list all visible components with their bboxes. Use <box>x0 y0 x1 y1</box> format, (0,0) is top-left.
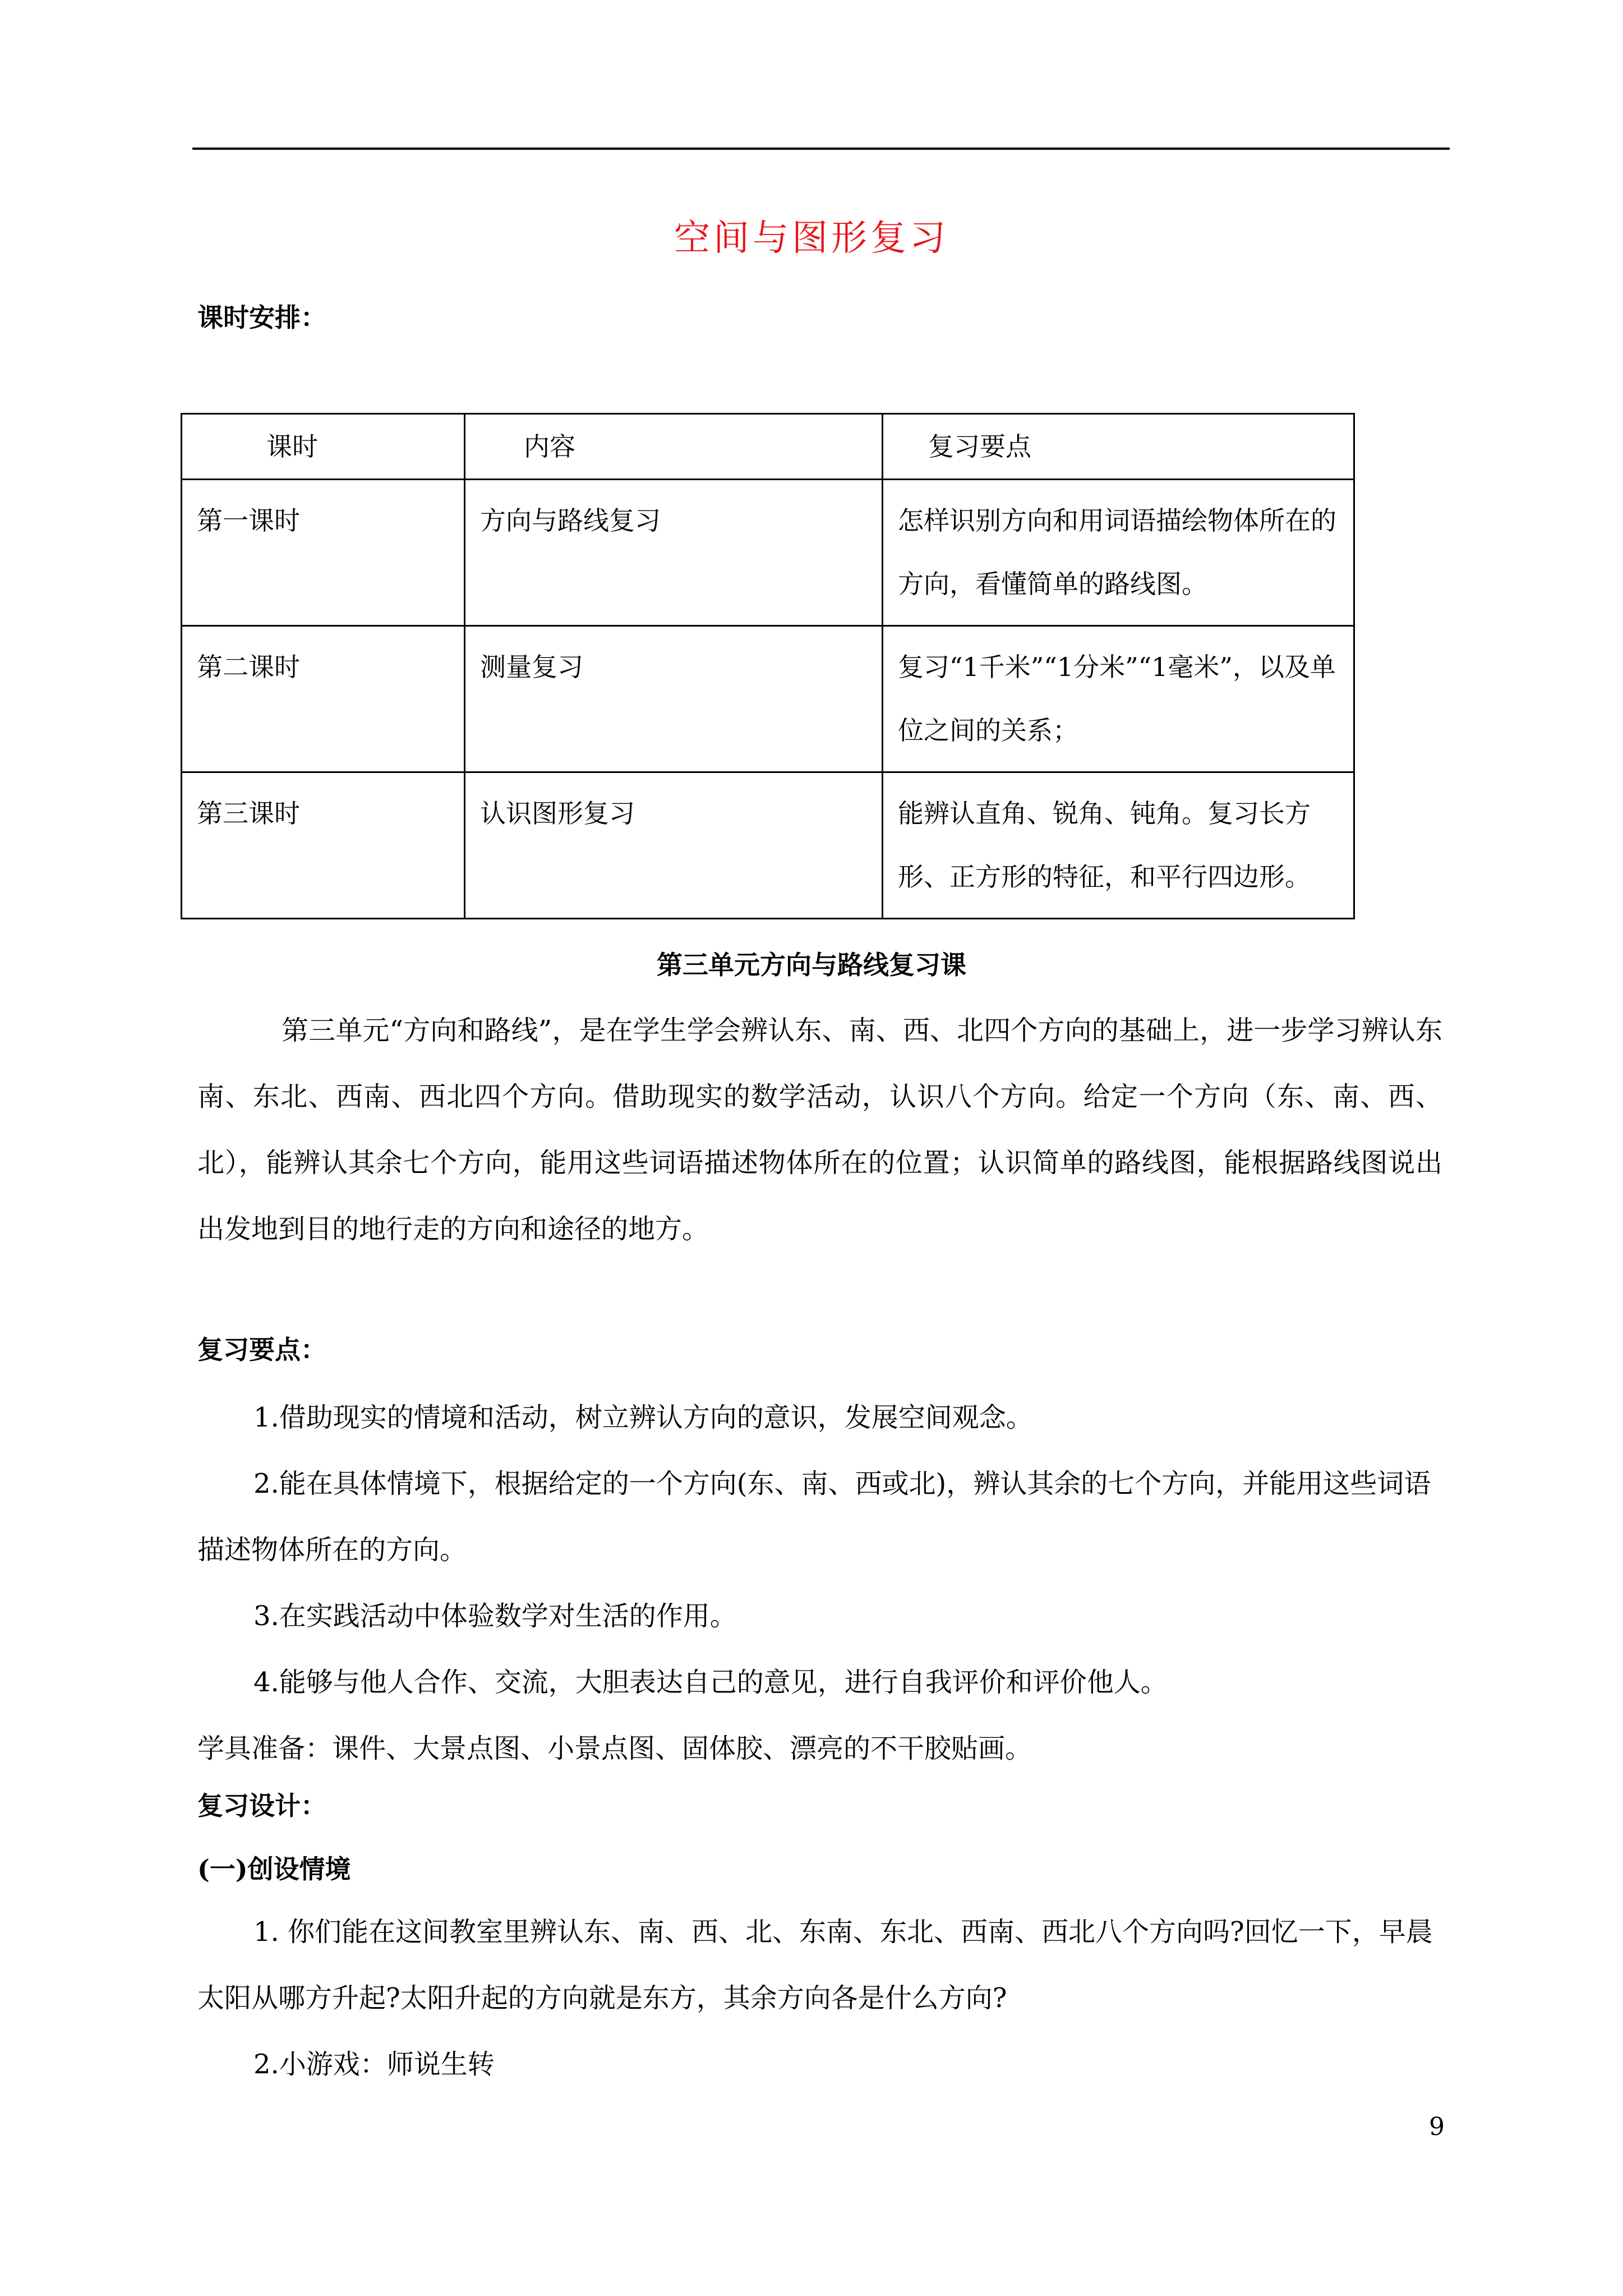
table-cell-lesson: 第二课时 <box>182 626 465 772</box>
table-row <box>182 772 1354 919</box>
key-point-item: 1.借助现实的情境和活动，树立辨认方向的意识，发展空间观念。 <box>253 1402 1033 1433</box>
key-points-label: 复习要点： <box>197 1335 326 1365</box>
intro-paragraph: 第三单元“方向和路线”，是在学生学会辨认东、南、西、北四个方向的基础上，进一步学习辨认东南、东北、西南、西北四个方向。借助现实的数学活动，认识八个方向。给定一个方向（东、南、西、北），能辨认其余七个方向，能用这些词语描述物体所在的位置；认识简单的路线图，能根据路线图说出出发地到目的地行走的方向和途径的地方。 <box>197 1015 1442 1245</box>
page-number: 9 <box>1429 2113 1445 2141</box>
section-title: 第三单元方向与路线复习课 <box>657 950 966 980</box>
materials-line: 学具准备：课件、大景点图、小景点图、固体胶、漂亮的不干胶贴画。 <box>197 1733 1032 1764</box>
table-cell-lesson: 第三课时 <box>182 772 465 919</box>
table-cell-key-points: 怎样识别方向和用词语描绘物体所在的方向，看懂简单的路线图。 <box>883 480 1354 626</box>
page-title: 空间与图形复习 <box>674 218 949 259</box>
table-header-cell: 内容 <box>465 414 883 480</box>
design-label: 复习设计： <box>197 1791 326 1821</box>
table-cell-lesson: 第一课时 <box>182 480 465 626</box>
table-cell-content: 方向与路线复习 <box>465 480 883 626</box>
step-item: 1. 你们能在这间教室里辨认东、南、西、北、东南、东北、西南、西北八个方向吗?回忆一下，早晨太阳从哪方升起?太阳升起的方向就是东方，其余方向各是什么方向? <box>197 1916 1433 2014</box>
table-cell-key-points: 复习“1千米”“1分米”“1毫米”，以及单位之间的关系； <box>883 626 1354 772</box>
schedule-label: 课时安排： <box>197 302 326 333</box>
header-rule <box>192 148 1450 150</box>
table-header-cell: 课时 <box>182 414 465 480</box>
schedule-table <box>181 413 1355 919</box>
table-row <box>182 626 1354 772</box>
table-header-cell: 复习要点 <box>883 414 1354 480</box>
key-point-item: 3.在实践活动中体验数学对生活的作用。 <box>253 1600 737 1632</box>
key-point-item: 2.能在具体情境下，根据给定的一个方向(东、南、西或北)，辨认其余的七个方向，并能用这些词语描述物体所在的方向。 <box>197 1468 1431 1566</box>
table-cell-content: 测量复习 <box>465 626 883 772</box>
step-item: 2.小游戏：师说生转 <box>253 2049 495 2080</box>
table-row <box>182 480 1354 626</box>
table-cell-content: 认识图形复习 <box>465 772 883 919</box>
key-point-item: 4.能够与他人合作、交流，大胆表达自己的意见，进行自我评价和评价他人。 <box>253 1667 1168 1698</box>
step-label: (一)创设情境 <box>197 1854 351 1884</box>
table-header-row <box>182 414 1354 480</box>
table-cell-key-points: 能辨认直角、锐角、钝角。复习长方形、正方形的特征，和平行四边形。 <box>883 772 1354 919</box>
